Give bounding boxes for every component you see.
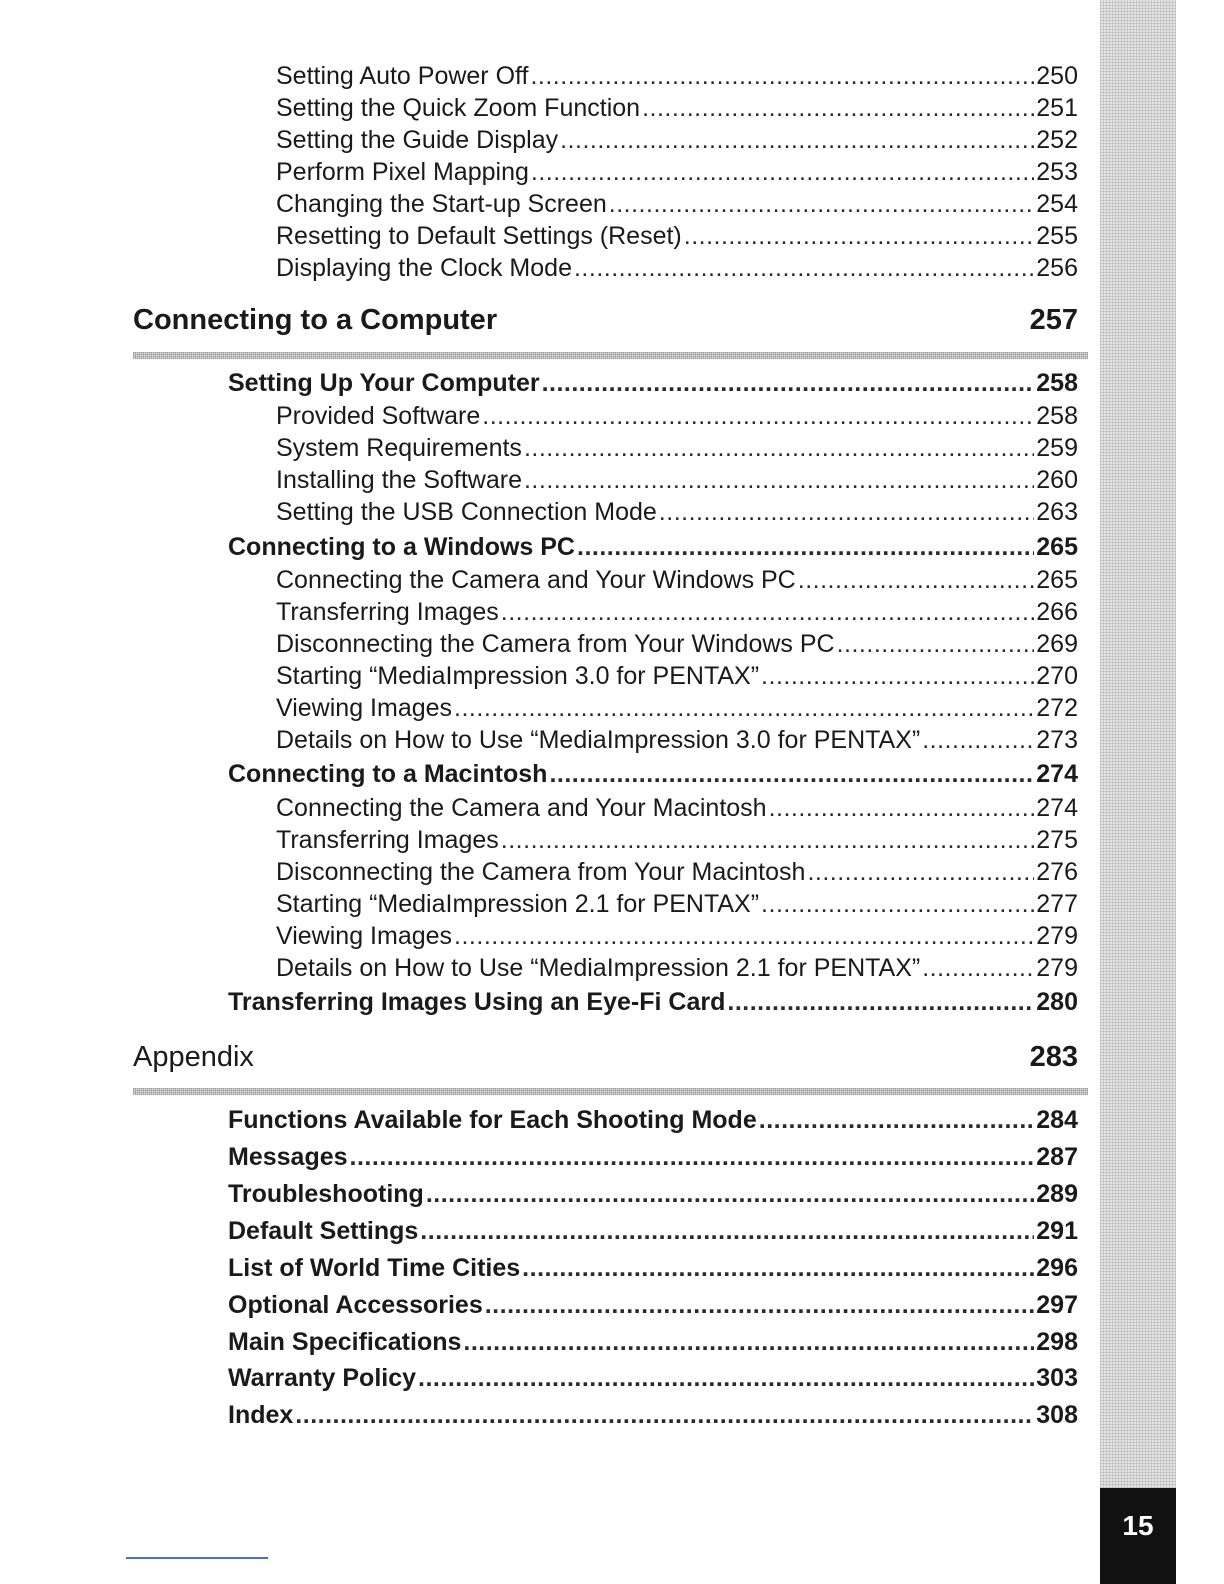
toc-entry[interactable]: Connecting the Camera and Your Windows PC ..... 265 (276, 566, 1078, 598)
toc-section[interactable]: Default Settings ..... 291 (228, 1217, 1078, 1249)
chapter-page: 257 (1029, 304, 1078, 336)
toc-section[interactable]: Setting Up Your Computer ..... 258 (228, 369, 1078, 401)
toc-entry[interactable]: Connecting the Camera and Your Macintosh ..... 274 (276, 794, 1078, 826)
toc-section[interactable]: List of World Time Cities ..... 296 (228, 1254, 1078, 1286)
chapter-heading-appendix[interactable] (133, 1041, 1078, 1081)
toc-entry[interactable]: Transferring Images ..... 266 (276, 598, 1078, 630)
toc-entry[interactable]: Setting the Quick Zoom Function ..... 251 (276, 94, 1078, 126)
toc-entry[interactable]: Transferring Images ..... 275 (276, 826, 1078, 858)
toc-entry[interactable]: Viewing Images ..... 272 (276, 694, 1078, 726)
page-number: 15 (1122, 1510, 1154, 1541)
toc-entry[interactable]: Perform Pixel Mapping ..... 253 (276, 158, 1078, 190)
toc-entry[interactable]: Disconnecting the Camera from Your Macintosh ..... 276 (276, 858, 1078, 890)
toc-section[interactable]: Main Specifications ..... 298 (228, 1328, 1078, 1360)
toc-entry[interactable]: Starting “MediaImpression 2.1 for PENTAX” ..... 277 (276, 890, 1078, 922)
toc-entry[interactable]: Provided Software ..... 258 (276, 402, 1078, 434)
page-number-tab (1100, 1488, 1176, 1584)
chapter-divider (133, 1088, 1088, 1095)
toc-section[interactable]: Optional Accessories ..... 297 (228, 1291, 1078, 1323)
toc-section[interactable]: Warranty Policy ..... 303 (228, 1364, 1078, 1396)
toc-section[interactable]: Index ..... 308 (228, 1401, 1078, 1433)
toc-entry[interactable]: Installing the Software ..... 260 (276, 466, 1078, 498)
toc-section[interactable]: Messages ..... 287 (228, 1143, 1078, 1175)
toc-entry[interactable]: System Requirements ..... 259 (276, 434, 1078, 466)
toc-entry[interactable]: Details on How to Use “MediaImpression 2.1 for PENTAX” ..... 279 (276, 954, 1078, 986)
toc-section[interactable]: Functions Available for Each Shooting Mode ..... 284 (228, 1106, 1078, 1138)
chapter-page: 283 (1029, 1041, 1078, 1073)
chapter-divider (133, 352, 1088, 359)
toc-section[interactable]: Troubleshooting ..... 289 (228, 1180, 1078, 1212)
toc-section[interactable]: Connecting to a Windows PC ..... 265 (228, 533, 1078, 565)
toc-entry[interactable]: Setting the Guide Display ..... 252 (276, 126, 1078, 158)
chapter-title: Appendix (133, 1041, 254, 1073)
toc-section[interactable]: Connecting to a Macintosh ..... 274 (228, 760, 1078, 792)
toc-entry[interactable]: Details on How to Use “MediaImpression 3.0 for PENTAX” ..... 273 (276, 726, 1078, 758)
toc-entry[interactable]: Disconnecting the Camera from Your Windows PC ..... 269 (276, 630, 1078, 662)
footer-rule (126, 1557, 268, 1559)
sidebar-band (1100, 0, 1176, 1584)
toc-entry[interactable]: Setting the USB Connection Mode ..... 263 (276, 498, 1078, 530)
toc-entry[interactable]: Setting Auto Power Off ..... 250 (276, 62, 1078, 94)
toc-entry[interactable]: Viewing Images ..... 279 (276, 922, 1078, 954)
toc-section[interactable]: Transferring Images Using an Eye-Fi Card ..... 280 (228, 988, 1078, 1020)
chapter-heading-computer[interactable] (133, 304, 1078, 344)
toc-entry[interactable]: Changing the Start-up Screen ..... 254 (276, 190, 1078, 222)
toc-entry[interactable]: Resetting to Default Settings (Reset) ..... 255 (276, 222, 1078, 254)
chapter-title: Connecting to a Computer (133, 304, 498, 336)
toc-entry[interactable]: Displaying the Clock Mode ..... 256 (276, 254, 1078, 286)
toc-entry[interactable]: Starting “MediaImpression 3.0 for PENTAX” ..... 270 (276, 662, 1078, 694)
